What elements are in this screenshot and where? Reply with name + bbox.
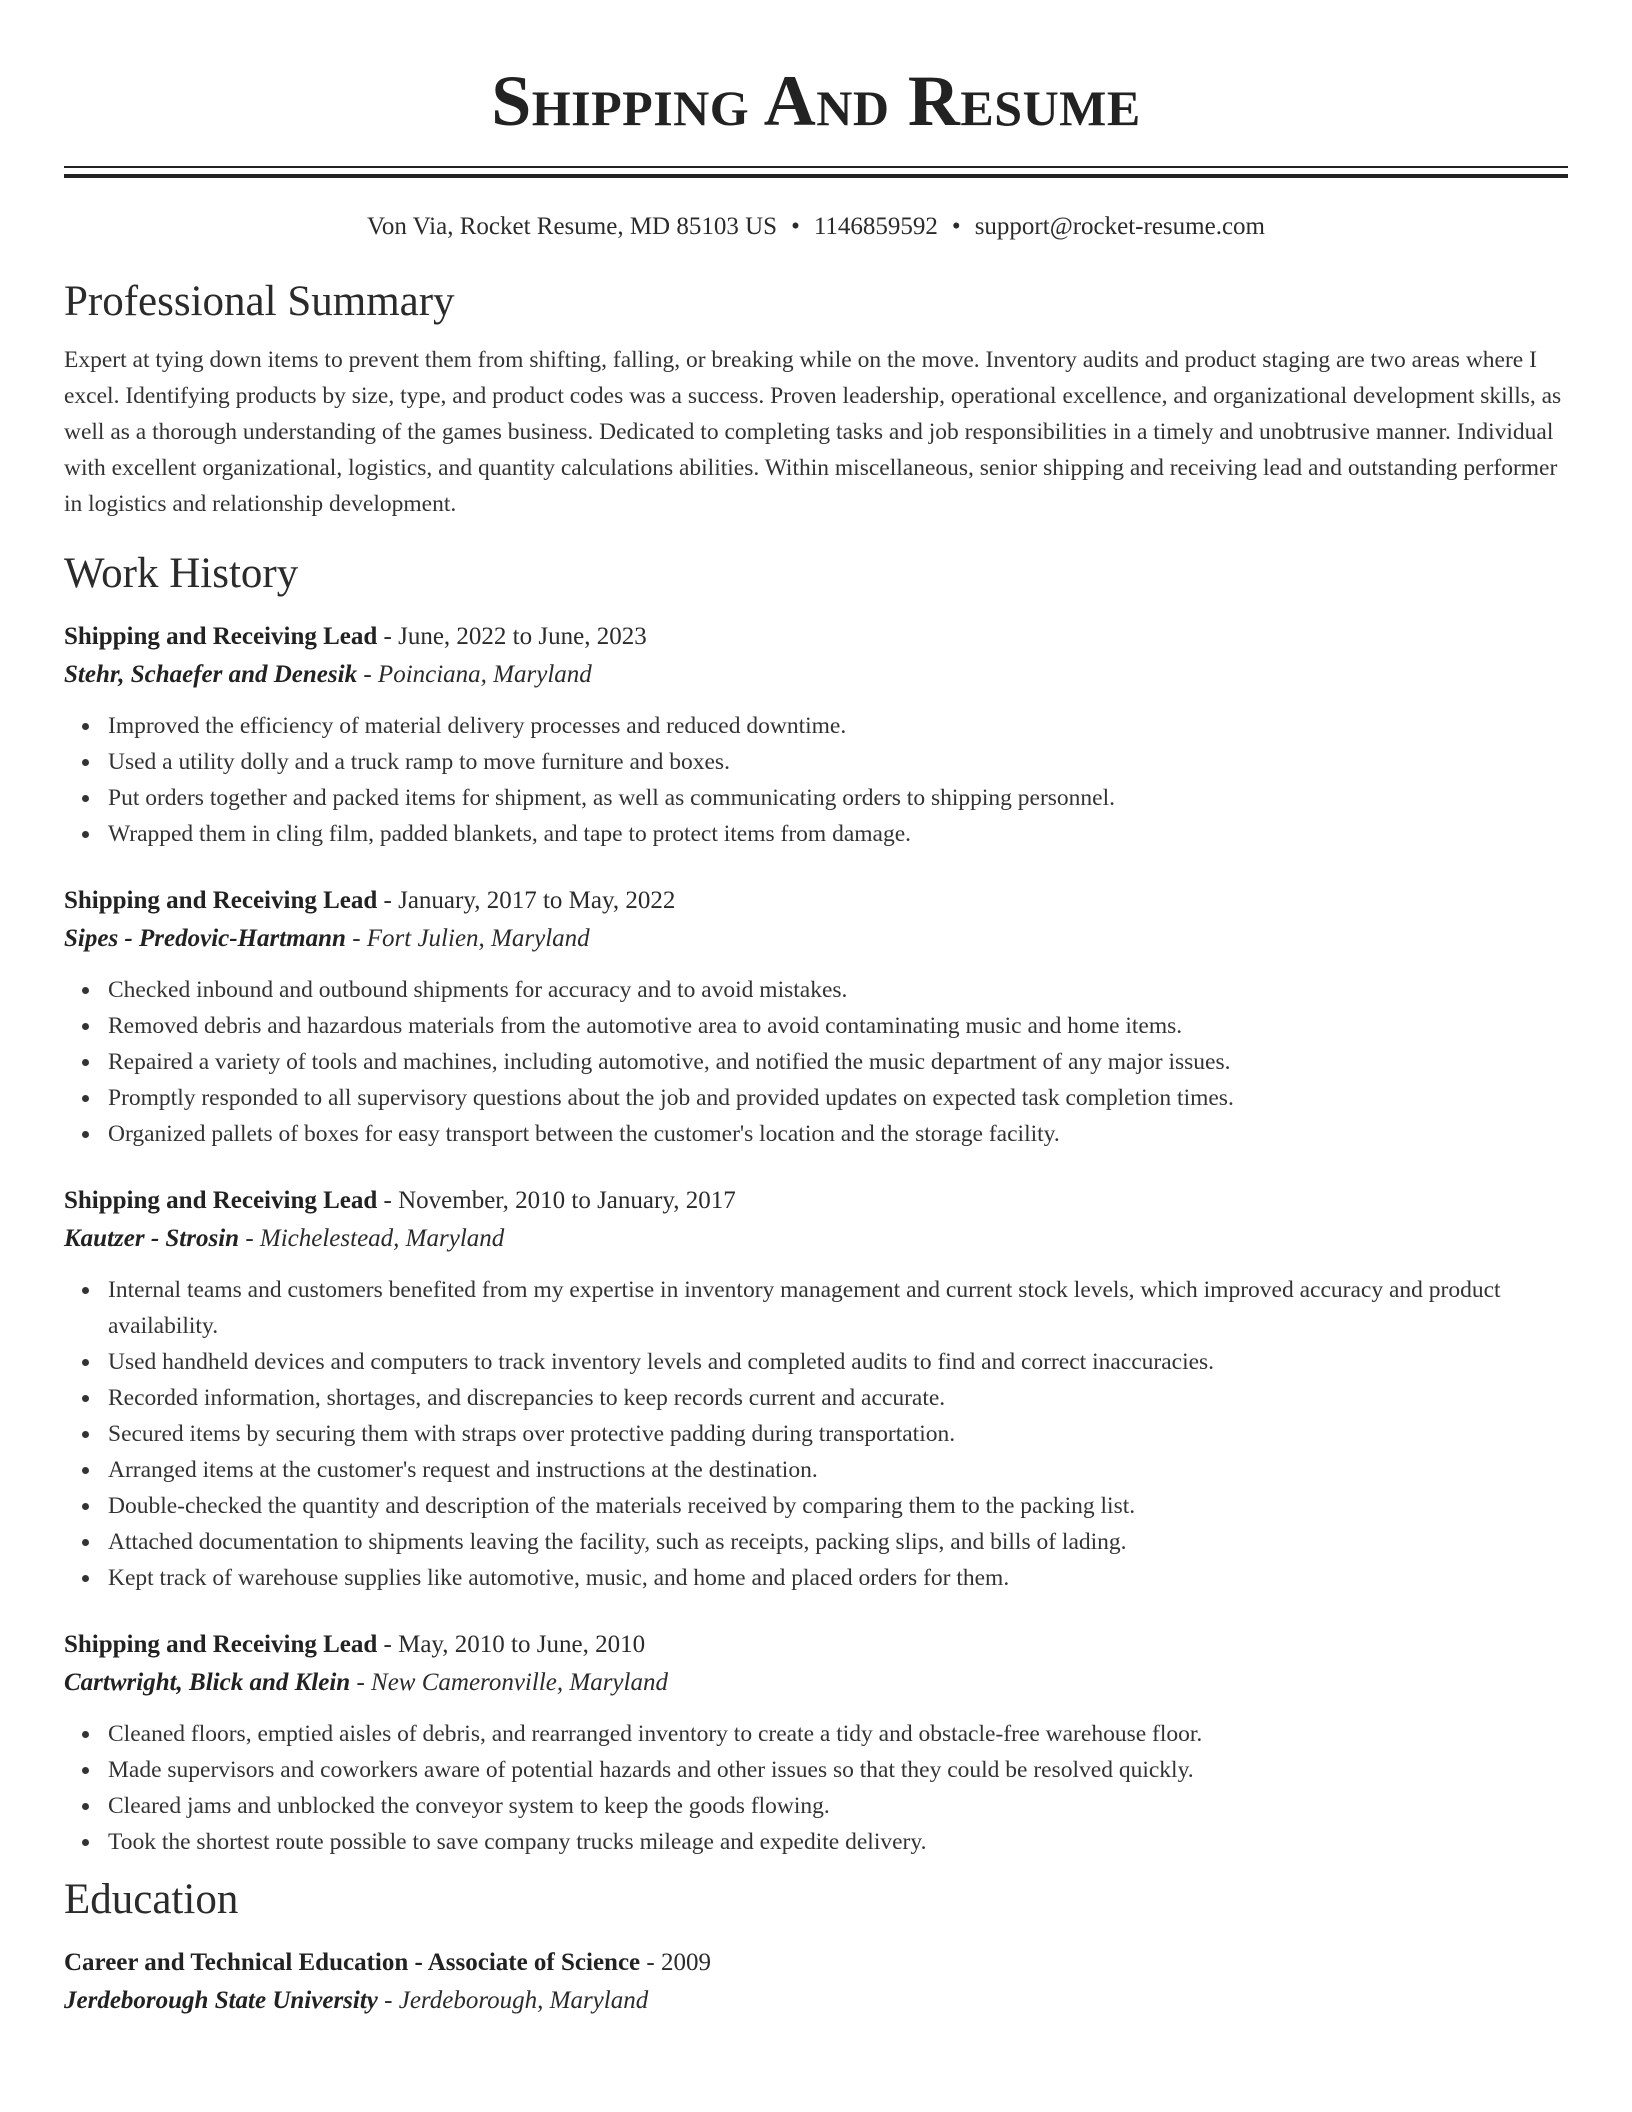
job-dates: - November, 2010 to January, 2017 xyxy=(377,1187,736,1214)
education-school: Jerdeborough State University xyxy=(64,1987,378,2014)
job-title-line xyxy=(64,882,1568,920)
job-dates: - January, 2017 to May, 2022 xyxy=(377,887,676,914)
contact-address: Von Via, Rocket Resume, MD 85103 US xyxy=(367,213,778,240)
job-title-line xyxy=(64,1182,1568,1220)
job-bullet-item: Made supervisors and coworkers aware of potential hazards and other issues so that they could be resolved quickly. xyxy=(108,1752,1568,1788)
job-bullet-item: Put orders together and packed items for shipment, as well as communicating orders to shipping personnel. xyxy=(108,780,1568,816)
job-bullet-item: Organized pallets of boxes for easy transport between the customer's location and the storage facility. xyxy=(108,1116,1568,1152)
job-bullet-item: Used handheld devices and computers to track inventory levels and completed audits to find and correct inaccuracies. xyxy=(108,1344,1568,1380)
header-divider-thick xyxy=(64,174,1568,178)
job-position: Shipping and Receiving Lead xyxy=(64,623,378,650)
job-company-line xyxy=(64,1664,1568,1702)
job-dates: - June, 2022 to June, 2023 xyxy=(377,623,647,650)
job-bullet-list xyxy=(64,1716,1568,1860)
job-bullet-item: Double-checked the quantity and description of the materials received by comparing them to the packing list. xyxy=(108,1488,1568,1524)
resume-name-heading: Shipping And Resume xyxy=(491,61,1141,141)
job-company-line xyxy=(64,920,1568,958)
education-section-title: Education xyxy=(64,1876,239,1923)
job-position: Shipping and Receiving Lead xyxy=(64,1631,378,1658)
contact-email: support@rocket-resume.com xyxy=(974,213,1265,240)
job-location: - New Cameronville, Maryland xyxy=(350,1669,668,1696)
work-history-section-title: Work History xyxy=(64,550,299,597)
job-entry xyxy=(64,882,1568,1152)
contact-phone: 1146859592 xyxy=(813,213,938,240)
education-degree-line xyxy=(64,1944,1568,1982)
contact-separator: • xyxy=(791,213,800,240)
education-degree: Career and Technical Education - Associate of Science xyxy=(64,1949,641,1976)
job-location: - Poinciana, Maryland xyxy=(357,661,592,688)
summary-text: Expert at tying down items to prevent them from shifting, falling, or breaking while on the move. Inventory audits and product staging are two areas where I excel. Identifying products by size, type, and product codes was a success. Proven leadership, operational excellence, and organizational development skills, as well as a thorough understanding of the games business. Dedicated to completing tasks and job responsibilities in a timely and unobtrusive manner. Individual with excellent organizational, logistics, and quantity calculations abilities. Within miscellaneous, senior shipping and receiving lead and outstanding performer in logistics and relationship development. xyxy=(64,347,1562,517)
education-entry xyxy=(64,1944,1568,2020)
contact-info xyxy=(64,212,1568,242)
job-entry xyxy=(64,1182,1568,1596)
job-location: - Fort Julien, Maryland xyxy=(345,925,590,952)
job-bullet-item: Removed debris and hazardous materials from the automotive area to avoid contaminating music and home items. xyxy=(108,1008,1568,1044)
job-bullet-item: Wrapped them in cling film, padded blankets, and tape to protect items from damage. xyxy=(108,816,1568,852)
job-bullet-item: Used a utility dolly and a truck ramp to move furniture and boxes. xyxy=(108,744,1568,780)
job-bullet-list xyxy=(64,1272,1568,1596)
job-title-line xyxy=(64,618,1568,656)
job-title-line xyxy=(64,1626,1568,1664)
job-position: Shipping and Receiving Lead xyxy=(64,887,378,914)
education-year: - 2009 xyxy=(640,1949,711,1976)
job-bullet-item: Checked inbound and outbound shipments for accuracy and to avoid mistakes. xyxy=(108,972,1568,1008)
work-history-list xyxy=(64,618,1568,1860)
job-bullet-item: Improved the efficiency of material delivery processes and reduced downtime. xyxy=(108,708,1568,744)
job-company: Sipes - Predovic-Hartmann xyxy=(64,925,346,952)
job-company: Stehr, Schaefer and Denesik xyxy=(64,661,358,688)
job-bullet-item: Internal teams and customers benefited from my expertise in inventory management and current stock levels, which improved accuracy and product availability. xyxy=(108,1272,1568,1344)
job-bullet-item: Attached documentation to shipments leaving the facility, such as receipts, packing slips, and bills of lading. xyxy=(108,1524,1568,1560)
job-entry xyxy=(64,618,1568,852)
job-company: Cartwright, Blick and Klein xyxy=(64,1669,351,1696)
job-bullet-item: Secured items by securing them with straps over protective padding during transportation. xyxy=(108,1416,1568,1452)
job-location: - Michelestead, Maryland xyxy=(239,1225,505,1252)
job-position: Shipping and Receiving Lead xyxy=(64,1187,378,1214)
job-entry xyxy=(64,1626,1568,1860)
job-bullet-item: Took the shortest route possible to save company trucks mileage and expedite delivery. xyxy=(108,1824,1568,1860)
job-bullet-list xyxy=(64,708,1568,852)
job-dates: - May, 2010 to June, 2010 xyxy=(377,1631,646,1658)
contact-separator: • xyxy=(951,213,961,240)
summary-section-title: Professional Summary xyxy=(64,278,455,325)
job-bullet-item: Kept track of warehouse supplies like automotive, music, and home and placed orders for them. xyxy=(108,1560,1568,1596)
job-bullet-item: Cleared jams and unblocked the conveyor system to keep the goods flowing. xyxy=(108,1788,1568,1824)
job-company: Kautzer - Strosin xyxy=(64,1225,240,1252)
job-company-line xyxy=(64,656,1568,694)
job-bullet-item: Cleaned floors, emptied aisles of debris, and rearranged inventory to create a tidy and obstacle-free warehouse floor. xyxy=(108,1716,1568,1752)
header-divider-thin xyxy=(64,166,1568,168)
education-school-line xyxy=(64,1982,1568,2020)
job-bullet-item: Repaired a variety of tools and machines, including automotive, and notified the music department of any major issues. xyxy=(108,1044,1568,1080)
job-company-line xyxy=(64,1220,1568,1258)
job-bullet-list xyxy=(64,972,1568,1152)
job-bullet-item: Recorded information, shortages, and discrepancies to keep records current and accurate. xyxy=(108,1380,1568,1416)
job-bullet-item: Promptly responded to all supervisory questions about the job and provided updates on expected task completion times. xyxy=(108,1080,1568,1116)
education-location: - Jerdeborough, Maryland xyxy=(377,1987,649,2014)
job-bullet-item: Arranged items at the customer's request and instructions at the destination. xyxy=(108,1452,1568,1488)
